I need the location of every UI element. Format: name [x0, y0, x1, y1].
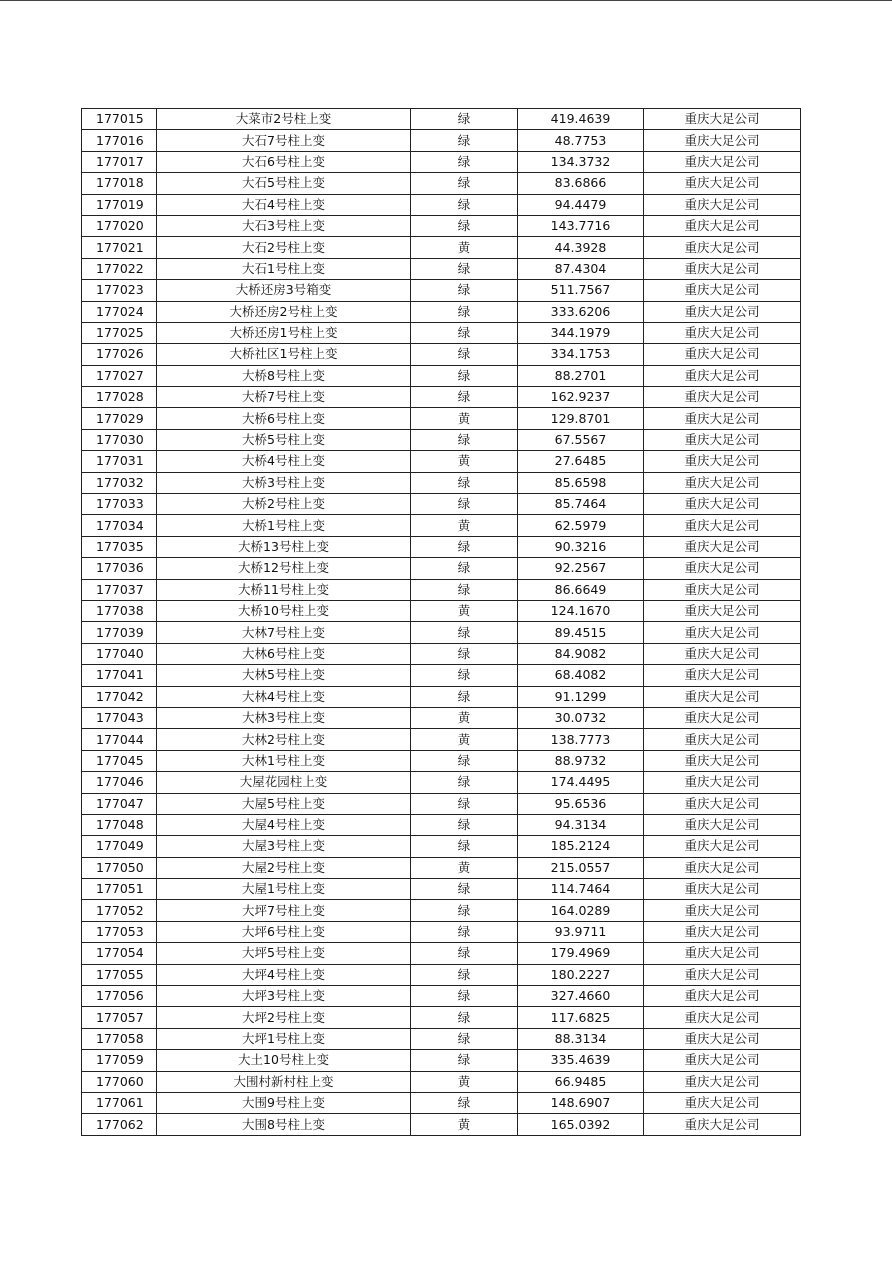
row-id-cell: 177038	[82, 600, 157, 621]
row-id-cell: 177021	[82, 237, 157, 258]
row-name-cell: 大屋1号柱上变	[157, 879, 411, 900]
row-id-cell: 177020	[82, 215, 157, 236]
row-status-cell: 黄	[411, 729, 518, 750]
row-status-cell: 绿	[411, 686, 518, 707]
row-value-cell: 511.7567	[518, 280, 644, 301]
table-row	[82, 1050, 801, 1071]
row-id-cell: 177031	[82, 451, 157, 472]
row-value-cell: 162.9237	[518, 387, 644, 408]
row-value-cell: 91.1299	[518, 686, 644, 707]
table-row	[82, 237, 801, 258]
row-name-cell: 大石7号柱上变	[157, 130, 411, 151]
row-status-cell: 绿	[411, 194, 518, 215]
row-value-cell: 165.0392	[518, 1114, 644, 1135]
row-name-cell: 大桥社区1号柱上变	[157, 344, 411, 365]
row-name-cell: 大桥5号柱上变	[157, 429, 411, 450]
row-name-cell: 大桥13号柱上变	[157, 536, 411, 557]
row-company-cell: 重庆大足公司	[644, 151, 801, 172]
row-status-cell: 绿	[411, 151, 518, 172]
table-row	[82, 600, 801, 621]
table-row	[82, 215, 801, 236]
row-name-cell: 大桥还房2号柱上变	[157, 301, 411, 322]
row-name-cell: 大桥10号柱上变	[157, 600, 411, 621]
row-company-cell: 重庆大足公司	[644, 1092, 801, 1113]
row-company-cell: 重庆大足公司	[644, 130, 801, 151]
row-id-cell: 177037	[82, 579, 157, 600]
row-status-cell: 黄	[411, 600, 518, 621]
row-value-cell: 215.0557	[518, 857, 644, 878]
table-row	[82, 365, 801, 386]
row-company-cell: 重庆大足公司	[644, 857, 801, 878]
table-row	[82, 686, 801, 707]
row-status-cell: 绿	[411, 879, 518, 900]
row-id-cell: 177062	[82, 1114, 157, 1135]
row-value-cell: 94.3134	[518, 814, 644, 835]
row-name-cell: 大屋5号柱上变	[157, 793, 411, 814]
table-row	[82, 408, 801, 429]
row-value-cell: 62.5979	[518, 515, 644, 536]
row-value-cell: 85.6598	[518, 472, 644, 493]
table-row	[82, 1028, 801, 1049]
row-name-cell: 大坪4号柱上变	[157, 964, 411, 985]
table-row	[82, 900, 801, 921]
row-name-cell: 大土10号柱上变	[157, 1050, 411, 1071]
row-company-cell: 重庆大足公司	[644, 387, 801, 408]
row-company-cell: 重庆大足公司	[644, 579, 801, 600]
row-status-cell: 绿	[411, 1028, 518, 1049]
table-body	[82, 109, 801, 1136]
row-value-cell: 83.6866	[518, 173, 644, 194]
row-company-cell: 重庆大足公司	[644, 686, 801, 707]
row-status-cell: 绿	[411, 215, 518, 236]
row-id-cell: 177053	[82, 921, 157, 942]
row-value-cell: 30.0732	[518, 707, 644, 728]
row-name-cell: 大屋花园柱上变	[157, 772, 411, 793]
row-company-cell: 重庆大足公司	[644, 558, 801, 579]
row-company-cell: 重庆大足公司	[644, 879, 801, 900]
row-name-cell: 大林5号柱上变	[157, 665, 411, 686]
row-status-cell: 绿	[411, 750, 518, 771]
row-value-cell: 44.3928	[518, 237, 644, 258]
table-row	[82, 109, 801, 130]
row-value-cell: 66.9485	[518, 1071, 644, 1092]
row-company-cell: 重庆大足公司	[644, 707, 801, 728]
row-company-cell: 重庆大足公司	[644, 258, 801, 279]
row-value-cell: 179.4969	[518, 943, 644, 964]
row-status-cell: 绿	[411, 986, 518, 1007]
table-row	[82, 301, 801, 322]
row-status-cell: 黄	[411, 515, 518, 536]
table-row	[82, 472, 801, 493]
table-row	[82, 322, 801, 343]
row-company-cell: 重庆大足公司	[644, 215, 801, 236]
row-id-cell: 177036	[82, 558, 157, 579]
row-company-cell: 重庆大足公司	[644, 237, 801, 258]
row-name-cell: 大桥3号柱上变	[157, 472, 411, 493]
table-row	[82, 344, 801, 365]
row-company-cell: 重庆大足公司	[644, 1050, 801, 1071]
row-company-cell: 重庆大足公司	[644, 729, 801, 750]
row-value-cell: 174.4495	[518, 772, 644, 793]
row-id-cell: 177030	[82, 429, 157, 450]
table-row	[82, 964, 801, 985]
table-row	[82, 194, 801, 215]
row-status-cell: 绿	[411, 622, 518, 643]
row-name-cell: 大菜市2号柱上变	[157, 109, 411, 130]
row-name-cell: 大围9号柱上变	[157, 1092, 411, 1113]
row-company-cell: 重庆大足公司	[644, 109, 801, 130]
row-name-cell: 大屋3号柱上变	[157, 836, 411, 857]
row-name-cell: 大屋4号柱上变	[157, 814, 411, 835]
row-status-cell: 黄	[411, 408, 518, 429]
row-name-cell: 大林7号柱上变	[157, 622, 411, 643]
row-name-cell: 大坪7号柱上变	[157, 900, 411, 921]
row-value-cell: 95.6536	[518, 793, 644, 814]
row-name-cell: 大桥4号柱上变	[157, 451, 411, 472]
row-id-cell: 177025	[82, 322, 157, 343]
row-status-cell: 绿	[411, 921, 518, 942]
table-row	[82, 793, 801, 814]
row-company-cell: 重庆大足公司	[644, 194, 801, 215]
row-id-cell: 177059	[82, 1050, 157, 1071]
row-value-cell: 90.3216	[518, 536, 644, 557]
row-name-cell: 大林1号柱上变	[157, 750, 411, 771]
row-status-cell: 绿	[411, 579, 518, 600]
row-status-cell: 绿	[411, 1007, 518, 1028]
row-id-cell: 177055	[82, 964, 157, 985]
row-company-cell: 重庆大足公司	[644, 986, 801, 1007]
row-company-cell: 重庆大足公司	[644, 515, 801, 536]
row-value-cell: 85.7464	[518, 494, 644, 515]
row-value-cell: 88.9732	[518, 750, 644, 771]
table-row	[82, 280, 801, 301]
row-status-cell: 绿	[411, 814, 518, 835]
table-row	[82, 814, 801, 835]
row-name-cell: 大桥还房1号柱上变	[157, 322, 411, 343]
row-name-cell: 大桥11号柱上变	[157, 579, 411, 600]
row-status-cell: 绿	[411, 472, 518, 493]
row-value-cell: 86.6649	[518, 579, 644, 600]
row-value-cell: 89.4515	[518, 622, 644, 643]
row-name-cell: 大石6号柱上变	[157, 151, 411, 172]
row-id-cell: 177056	[82, 986, 157, 1007]
row-company-cell: 重庆大足公司	[644, 1071, 801, 1092]
table-row	[82, 707, 801, 728]
row-status-cell: 黄	[411, 1071, 518, 1092]
row-value-cell: 164.0289	[518, 900, 644, 921]
row-id-cell: 177035	[82, 536, 157, 557]
row-value-cell: 419.4639	[518, 109, 644, 130]
row-name-cell: 大坪1号柱上变	[157, 1028, 411, 1049]
table-row	[82, 836, 801, 857]
table-row	[82, 429, 801, 450]
row-company-cell: 重庆大足公司	[644, 921, 801, 942]
row-value-cell: 138.7773	[518, 729, 644, 750]
row-name-cell: 大坪5号柱上变	[157, 943, 411, 964]
row-id-cell: 177033	[82, 494, 157, 515]
table-row	[82, 1092, 801, 1113]
row-value-cell: 93.9711	[518, 921, 644, 942]
row-name-cell: 大坪6号柱上变	[157, 921, 411, 942]
row-status-cell: 黄	[411, 707, 518, 728]
table-row	[82, 494, 801, 515]
row-company-cell: 重庆大足公司	[644, 173, 801, 194]
row-company-cell: 重庆大足公司	[644, 814, 801, 835]
row-id-cell: 177060	[82, 1071, 157, 1092]
row-status-cell: 绿	[411, 772, 518, 793]
table-row	[82, 1071, 801, 1092]
row-id-cell: 177052	[82, 900, 157, 921]
row-company-cell: 重庆大足公司	[644, 408, 801, 429]
row-status-cell: 绿	[411, 793, 518, 814]
row-status-cell: 绿	[411, 536, 518, 557]
table-row	[82, 451, 801, 472]
row-status-cell: 绿	[411, 258, 518, 279]
row-value-cell: 67.5567	[518, 429, 644, 450]
row-company-cell: 重庆大足公司	[644, 451, 801, 472]
row-company-cell: 重庆大足公司	[644, 429, 801, 450]
row-value-cell: 180.2227	[518, 964, 644, 985]
row-name-cell: 大屋2号柱上变	[157, 857, 411, 878]
table-row	[82, 857, 801, 878]
row-value-cell: 333.6206	[518, 301, 644, 322]
row-name-cell: 大石2号柱上变	[157, 237, 411, 258]
row-id-cell: 177049	[82, 836, 157, 857]
row-status-cell: 绿	[411, 429, 518, 450]
table-row	[82, 750, 801, 771]
row-status-cell: 黄	[411, 451, 518, 472]
row-value-cell: 114.7464	[518, 879, 644, 900]
row-id-cell: 177024	[82, 301, 157, 322]
row-status-cell: 绿	[411, 173, 518, 194]
row-value-cell: 87.4304	[518, 258, 644, 279]
row-status-cell: 黄	[411, 1114, 518, 1135]
row-status-cell: 绿	[411, 387, 518, 408]
row-id-cell: 177047	[82, 793, 157, 814]
row-value-cell: 48.7753	[518, 130, 644, 151]
row-name-cell: 大桥8号柱上变	[157, 365, 411, 386]
row-status-cell: 绿	[411, 301, 518, 322]
row-company-cell: 重庆大足公司	[644, 772, 801, 793]
row-name-cell: 大围8号柱上变	[157, 1114, 411, 1135]
table-row	[82, 515, 801, 536]
row-id-cell: 177061	[82, 1092, 157, 1113]
table-row	[82, 921, 801, 942]
row-id-cell: 177051	[82, 879, 157, 900]
row-company-cell: 重庆大足公司	[644, 600, 801, 621]
row-name-cell: 大桥1号柱上变	[157, 515, 411, 536]
table-row	[82, 1114, 801, 1135]
row-value-cell: 143.7716	[518, 215, 644, 236]
row-company-cell: 重庆大足公司	[644, 964, 801, 985]
row-value-cell: 88.3134	[518, 1028, 644, 1049]
row-status-cell: 绿	[411, 964, 518, 985]
table-row	[82, 558, 801, 579]
row-company-cell: 重庆大足公司	[644, 301, 801, 322]
row-company-cell: 重庆大足公司	[644, 494, 801, 515]
row-status-cell: 绿	[411, 643, 518, 664]
row-id-cell: 177039	[82, 622, 157, 643]
row-name-cell: 大林2号柱上变	[157, 729, 411, 750]
row-status-cell: 绿	[411, 130, 518, 151]
row-id-cell: 177022	[82, 258, 157, 279]
row-name-cell: 大桥2号柱上变	[157, 494, 411, 515]
table-row	[82, 258, 801, 279]
row-status-cell: 绿	[411, 558, 518, 579]
row-id-cell: 177045	[82, 750, 157, 771]
data-table	[81, 108, 801, 1136]
table-row	[82, 536, 801, 557]
row-status-cell: 绿	[411, 280, 518, 301]
table-row	[82, 130, 801, 151]
row-company-cell: 重庆大足公司	[644, 665, 801, 686]
table-row	[82, 622, 801, 643]
row-value-cell: 334.1753	[518, 344, 644, 365]
table-row	[82, 943, 801, 964]
row-name-cell: 大林6号柱上变	[157, 643, 411, 664]
row-id-cell: 177016	[82, 130, 157, 151]
row-value-cell: 185.2124	[518, 836, 644, 857]
table-row	[82, 151, 801, 172]
row-id-cell: 177040	[82, 643, 157, 664]
row-status-cell: 绿	[411, 365, 518, 386]
row-company-cell: 重庆大足公司	[644, 1114, 801, 1135]
table-row	[82, 173, 801, 194]
row-name-cell: 大林3号柱上变	[157, 707, 411, 728]
row-value-cell: 68.4082	[518, 665, 644, 686]
row-id-cell: 177034	[82, 515, 157, 536]
row-company-cell: 重庆大足公司	[644, 643, 801, 664]
row-company-cell: 重庆大足公司	[644, 900, 801, 921]
row-id-cell: 177032	[82, 472, 157, 493]
row-status-cell: 绿	[411, 109, 518, 130]
row-status-cell: 绿	[411, 1092, 518, 1113]
table-row	[82, 579, 801, 600]
row-id-cell: 177044	[82, 729, 157, 750]
row-name-cell: 大石1号柱上变	[157, 258, 411, 279]
table-row	[82, 1007, 801, 1028]
row-id-cell: 177023	[82, 280, 157, 301]
row-value-cell: 84.9082	[518, 643, 644, 664]
row-company-cell: 重庆大足公司	[644, 622, 801, 643]
row-company-cell: 重庆大足公司	[644, 943, 801, 964]
row-name-cell: 大石3号柱上变	[157, 215, 411, 236]
table-row	[82, 729, 801, 750]
row-id-cell: 177048	[82, 814, 157, 835]
row-status-cell: 黄	[411, 237, 518, 258]
row-company-cell: 重庆大足公司	[644, 536, 801, 557]
row-company-cell: 重庆大足公司	[644, 750, 801, 771]
row-id-cell: 177027	[82, 365, 157, 386]
row-id-cell: 177028	[82, 387, 157, 408]
row-name-cell: 大围村新村柱上变	[157, 1071, 411, 1092]
row-value-cell: 129.8701	[518, 408, 644, 429]
row-name-cell: 大林4号柱上变	[157, 686, 411, 707]
row-status-cell: 绿	[411, 322, 518, 343]
row-company-cell: 重庆大足公司	[644, 836, 801, 857]
row-name-cell: 大桥还房3号箱变	[157, 280, 411, 301]
row-id-cell: 177041	[82, 665, 157, 686]
table-row	[82, 387, 801, 408]
row-name-cell: 大桥12号柱上变	[157, 558, 411, 579]
row-value-cell: 92.2567	[518, 558, 644, 579]
row-name-cell: 大坪2号柱上变	[157, 1007, 411, 1028]
row-id-cell: 177029	[82, 408, 157, 429]
row-company-cell: 重庆大足公司	[644, 793, 801, 814]
row-value-cell: 344.1979	[518, 322, 644, 343]
row-id-cell: 177050	[82, 857, 157, 878]
row-id-cell: 177046	[82, 772, 157, 793]
table-row	[82, 643, 801, 664]
row-status-cell: 绿	[411, 494, 518, 515]
row-value-cell: 94.4479	[518, 194, 644, 215]
row-status-cell: 绿	[411, 836, 518, 857]
row-status-cell: 绿	[411, 1050, 518, 1071]
row-status-cell: 绿	[411, 344, 518, 365]
row-status-cell: 绿	[411, 900, 518, 921]
row-id-cell: 177043	[82, 707, 157, 728]
row-id-cell: 177026	[82, 344, 157, 365]
row-id-cell: 177042	[82, 686, 157, 707]
row-id-cell: 177057	[82, 1007, 157, 1028]
table-row	[82, 772, 801, 793]
row-company-cell: 重庆大足公司	[644, 1028, 801, 1049]
row-status-cell: 绿	[411, 943, 518, 964]
row-id-cell: 177054	[82, 943, 157, 964]
row-status-cell: 黄	[411, 857, 518, 878]
page-top-border	[0, 0, 892, 1]
row-value-cell: 134.3732	[518, 151, 644, 172]
row-status-cell: 绿	[411, 665, 518, 686]
row-id-cell: 177015	[82, 109, 157, 130]
row-name-cell: 大石5号柱上变	[157, 173, 411, 194]
row-id-cell: 177018	[82, 173, 157, 194]
row-name-cell: 大石4号柱上变	[157, 194, 411, 215]
row-name-cell: 大桥7号柱上变	[157, 387, 411, 408]
row-name-cell: 大桥6号柱上变	[157, 408, 411, 429]
row-value-cell: 335.4639	[518, 1050, 644, 1071]
table-row	[82, 879, 801, 900]
table-row	[82, 665, 801, 686]
row-company-cell: 重庆大足公司	[644, 365, 801, 386]
row-id-cell: 177019	[82, 194, 157, 215]
row-value-cell: 88.2701	[518, 365, 644, 386]
row-value-cell: 148.6907	[518, 1092, 644, 1113]
row-company-cell: 重庆大足公司	[644, 1007, 801, 1028]
row-company-cell: 重庆大足公司	[644, 472, 801, 493]
row-id-cell: 177058	[82, 1028, 157, 1049]
row-value-cell: 117.6825	[518, 1007, 644, 1028]
row-name-cell: 大坪3号柱上变	[157, 986, 411, 1007]
row-company-cell: 重庆大足公司	[644, 280, 801, 301]
row-company-cell: 重庆大足公司	[644, 344, 801, 365]
row-value-cell: 27.6485	[518, 451, 644, 472]
row-company-cell: 重庆大足公司	[644, 322, 801, 343]
row-id-cell: 177017	[82, 151, 157, 172]
row-value-cell: 327.4660	[518, 986, 644, 1007]
row-value-cell: 124.1670	[518, 600, 644, 621]
table-row	[82, 986, 801, 1007]
